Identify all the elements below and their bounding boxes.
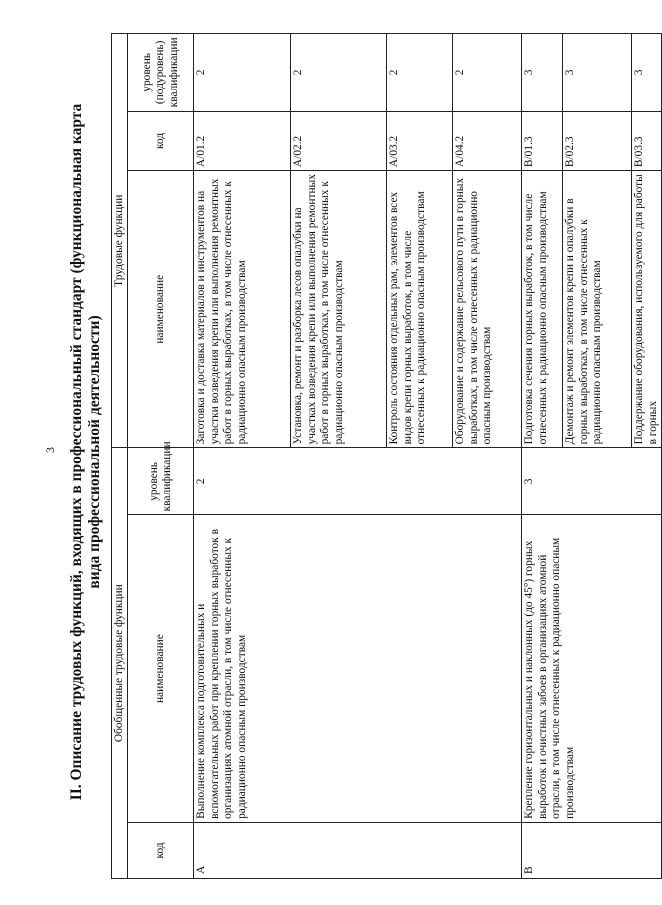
function-name: Демонтаж и ремонт элементов крепи и опалубки в горных выработках, в том числе отнесенных к радиационно опасным производствам (563, 171, 632, 448)
header-name: наименование (128, 515, 194, 823)
header-name-labor: наименование (128, 171, 194, 448)
function-level: 2 (291, 34, 387, 112)
function-name: Поддержание оборудования, используемого для работы в горных (632, 171, 662, 448)
function-level: 3 (522, 34, 563, 112)
labor-functions-header: Трудовые функции (112, 34, 128, 448)
function-name: Оборудование и содержание рельсового пути в горных выработках, в том числе отнесенных к радиационно опасным производствам (453, 171, 522, 448)
function-level: 2 (387, 34, 453, 112)
function-name: Контроль состояния отдельных рам, элементов всех видов крепи горных выработок, в том числе отнесенных к радиационно опасным производствам (387, 171, 453, 448)
function-code: А/02.2 (291, 111, 387, 170)
section-title: II. Описание трудовых функций, входящих в профессиональный стандарт (функциональная карта вида профессиональной деятельности) (68, 103, 103, 801)
header-level: уровень квалификации (128, 448, 194, 515)
header-sublevel: уровень (подуровень) квалификации (128, 34, 194, 112)
table-row (194, 34, 291, 879)
function-name: Заготовка и доставка материалов и инструментов на участки возведения крепи или выполнения ремонтных работ в горных выработках, в том числе отнесенных к радиационно опасным производствам (194, 171, 291, 448)
function-code: А/01.2 (194, 111, 291, 170)
table-row (522, 34, 563, 879)
group-code: В (522, 822, 662, 878)
function-code: А/03.2 (387, 111, 453, 170)
group-level: 3 (522, 448, 662, 515)
function-level: 2 (194, 34, 291, 112)
group-level: 2 (194, 448, 522, 515)
page-number: 3 (43, 447, 57, 453)
group-code: А (194, 822, 522, 878)
function-level: 3 (563, 34, 632, 112)
functional-map-table (111, 33, 662, 879)
function-code: А/04.2 (453, 111, 522, 170)
group-name: Крепление горизонтальных и наклонных (до 45°) горных выработок и очистных забоев в организациях атомной отрасли, в том числе отнесенных к радиационно опасным производствам (522, 515, 662, 823)
header-code-labor: код (128, 111, 194, 170)
function-code: В/02.3 (563, 111, 632, 170)
function-level: 2 (453, 34, 522, 112)
function-code: В/03.3 (632, 111, 662, 170)
function-code: В/01.3 (522, 111, 563, 170)
function-name: Подготовка сечения горных выработок, в том числе отнесенных к радиационно опасным производствам (522, 171, 563, 448)
generalized-functions-header: Обобщенные трудовые функции (112, 448, 128, 879)
group-name: Выполнение комплекса подготовительных и вспомогательных работ при креплении горных выработок в организациях атомной отрасли, в том числе отнесенных к радиационно опасным производствам (194, 515, 522, 823)
function-name: Установка, ремонт и разборка лесов опалубки на участках возведения крепи или выполнения ремонтных работ в горных выработках, в том числе отнесенных к радиационно опасным производствам (291, 171, 387, 448)
function-level: 3 (632, 34, 662, 112)
header-code: код (128, 822, 194, 878)
